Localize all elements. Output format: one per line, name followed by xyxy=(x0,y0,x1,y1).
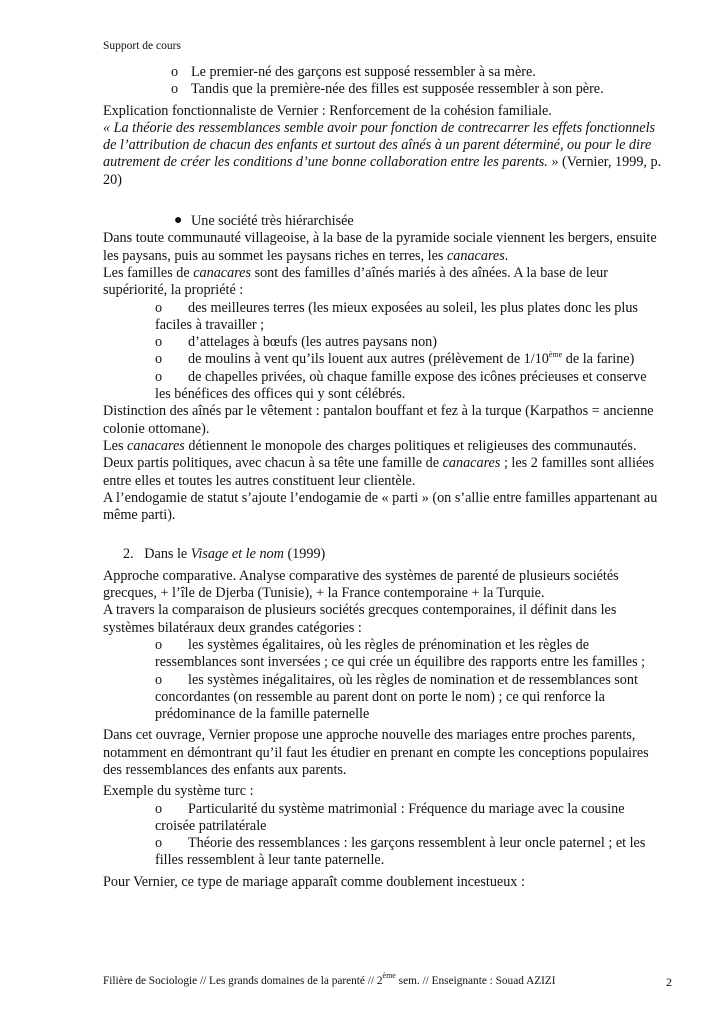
paragraph: Les familles de canacares sont des familles d’aînés mariés à des aînées. A la base de leur supériorité, la propriété : xyxy=(103,264,608,299)
paragraph: Approche comparative. Analyse comparative des systèmes de parenté de plusieurs sociétés grecques, + l’île de Djerba (Tunisie), + la France contemporaine + la Turquie. xyxy=(103,567,619,602)
section-number: 2. xyxy=(123,546,134,563)
circle-bullet-icon: o xyxy=(155,636,163,653)
list-item: o Théorie des ressemblances : les garçons ressemblent à leur oncle paternel ; et les filles ressemblent à leur tante paternelle. xyxy=(155,835,646,869)
circle-bullet-icon: o xyxy=(155,835,163,852)
circle-bullet-icon: o xyxy=(155,671,163,688)
paragraph: Explication fonctionnaliste de Vernier : Renforcement de la cohésion familiale. xyxy=(103,102,552,119)
page-header: Support de cours xyxy=(103,40,181,52)
circle-bullet-icon: o xyxy=(155,368,163,385)
list-item: o les systèmes égalitaires, où les règles de prénomination et les règles de ressemblances sont inversées ; ce qui crée un équilibre des rapports entre les familles ; xyxy=(155,636,646,671)
paragraph: Exemple du système turc : xyxy=(103,783,254,800)
list-item: o des meilleures terres (les mieux exposées au soleil, les plus plates donc les plus faciles à travailler ; xyxy=(155,299,638,333)
list-item: o Particularité du système matrimonial : Fréquence du mariage avec la cousine croisée patrilatérale xyxy=(155,800,625,834)
filled-bullet-icon: ● xyxy=(174,213,183,229)
paragraph: Dans toute communauté villageoise, à la base de la pyramide sociale viennent les bergers, ensuite les paysans, puis au sommet les paysans riches en terres, les canacares. xyxy=(103,230,657,264)
list-item: o de chapelles privées, où chaque famille expose des icônes précieuses et conserve les bénéfices des offices qui y sont célébrés. xyxy=(155,368,647,403)
list-item: o de moulins à vent qu’ils louent aux autres (prélèvement de 1/10ème de la farine) xyxy=(155,350,635,368)
page-number: 2 xyxy=(666,975,672,989)
page-content xyxy=(103,64,663,891)
paragraph: Pour Vernier, ce type de mariage apparaît comme doublement incestueux : xyxy=(103,873,525,890)
list-item: o Tandis que la première-née des filles est supposée ressembler à son père. xyxy=(171,81,604,98)
paragraph: Les canacares détiennent le monopole des charges politiques et religieuses des communautés. xyxy=(103,437,637,454)
circle-bullet-icon: o xyxy=(171,64,179,80)
paragraph: Dans cet ouvrage, Vernier propose une approche nouvelle des mariages entre proches parents, notamment en démontrant qu’il faut les étudier en prenant en compte les conceptions populaires des ressemblances des enfants aux parents. xyxy=(103,727,649,778)
paragraph: Distinction des aînés par le vêtement : pantalon bouffant et fez à la turque (Karpathos = ancienne colonie ottomane). xyxy=(103,403,654,437)
circle-bullet-icon: o xyxy=(171,81,179,98)
list-item: o les systèmes inégalitaires, où les règles de nomination et de ressemblances sont concordantes (on ressemble au parent dont on porte le nom) ; ce qui renforce la prédominance de la famille paternelle xyxy=(155,671,638,723)
paragraph: A travers la comparaison de plusieurs sociétés grecques contemporaines, il définit dans les systèmes bilatéraux deux grandes catégories : xyxy=(103,602,617,636)
page-footer: Filière de Sociologie // Les grands domaines de la parenté // 2ème sem. // Enseignante : Souad AZIZI xyxy=(103,971,556,987)
circle-bullet-icon: o xyxy=(155,299,163,316)
quote-paragraph xyxy=(103,120,663,189)
paragraph: A l’endogamie de statut s’ajoute l’endogamie de « parti » (on s’allie entre familles appartenant au même parti). xyxy=(103,489,658,524)
quote-text: « La théorie des ressemblances semble avoir pour fonction de contrecarrer les effets fonctionnels de l’attribution de chacun des enfants et surtout des aînés à un parent déterminé, ou pour le dire autrement de créer les conditions d’une bonne collaboration entre les parents. » xyxy=(103,119,656,171)
circle-bullet-icon: o xyxy=(155,351,163,368)
citation: (Vernier, 1999, p. 20) xyxy=(103,154,662,188)
list-item: o Le premier-né des garçons est supposé ressembler à sa mère. xyxy=(171,64,536,80)
section-heading: 2. Dans le Visage et le nom (1999) xyxy=(123,546,326,563)
circle-bullet-icon: o xyxy=(155,334,163,351)
list-item: o d’attelages à bœufs (les autres paysans non) xyxy=(155,334,437,351)
section-bullet: ● Une société très hiérarchisée xyxy=(174,213,354,230)
circle-bullet-icon: o xyxy=(155,800,163,817)
paragraph: Deux partis politiques, avec chacun à sa tête une famille de canacares ; les 2 familles sont alliées entre elles et toutes les autres constituent leur clientèle. xyxy=(103,455,655,489)
